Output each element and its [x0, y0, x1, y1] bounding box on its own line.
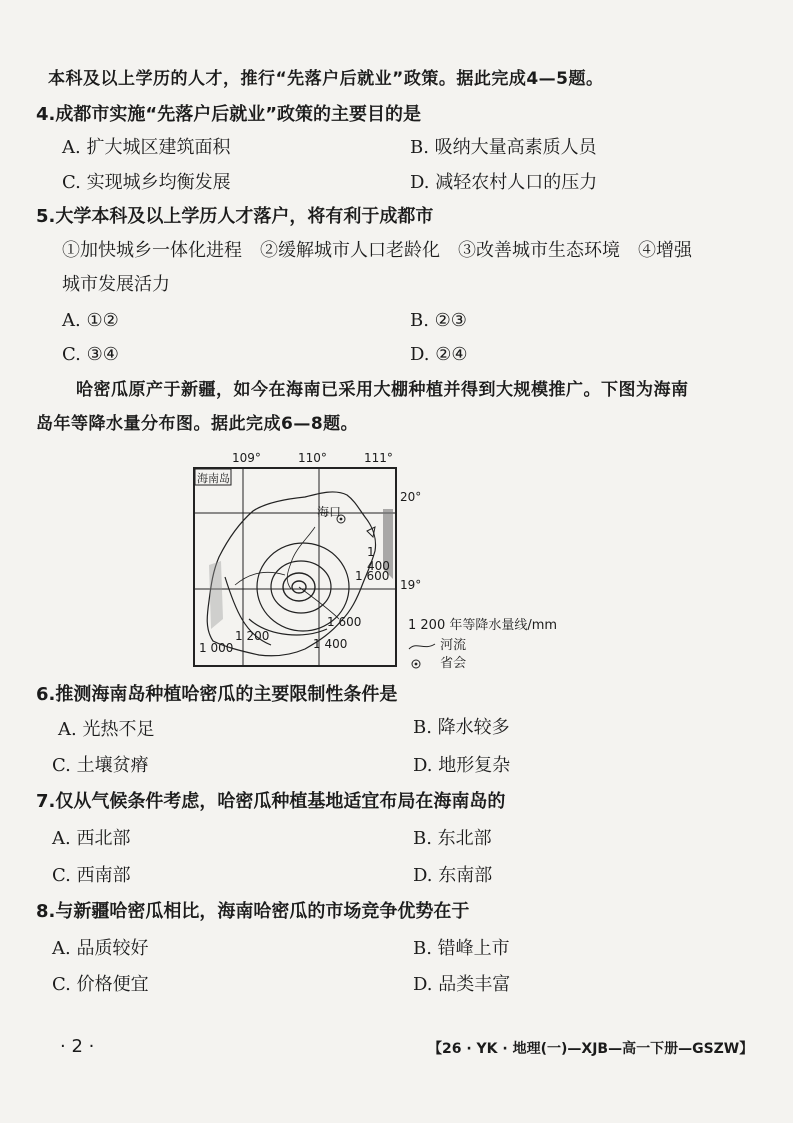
question-5-statements-line2: 城市发展活力	[62, 274, 170, 295]
map-latitude-20: 20°	[400, 490, 422, 504]
isohyet-label: 1 600	[355, 569, 390, 583]
map-title: 海南岛	[197, 472, 230, 485]
intro-text-mid-line2: 岛年等降水量分布图。据此完成6—8题。	[36, 414, 359, 434]
question-5-option-c[interactable]: C. ③④	[62, 344, 119, 365]
capital-symbol-icon	[408, 658, 436, 670]
legend-capital-label: 省会	[440, 656, 467, 671]
question-6-option-a[interactable]: A. 光热不足	[58, 719, 155, 740]
question-5-stem: 5.大学本科及以上学历人才落户，将有利于成都市	[36, 206, 434, 227]
question-7-stem: 7.仅从气候条件考虑，哈密瓜种植基地适宜布局在海南岛的	[36, 791, 506, 812]
legend-isohyet	[408, 614, 557, 633]
question-8-option-a[interactable]: A. 品质较好	[52, 938, 149, 959]
question-4-stem: 4.成都市实施“先落户后就业”政策的主要目的是	[36, 104, 422, 125]
map-longitude-110: 110°	[298, 451, 327, 465]
legend-isohyet-value: 1 200	[408, 618, 446, 633]
map-latitude-19: 19°	[400, 578, 422, 592]
question-6-option-c[interactable]: C. 土壤贫瘠	[52, 755, 149, 776]
question-6-option-d[interactable]: D. 地形复杂	[413, 755, 511, 776]
isohyet-label: 1 400	[313, 637, 348, 651]
question-8-stem: 8.与新疆哈密瓜相比，海南哈密瓜的市场竞争优势在于	[36, 901, 470, 922]
isohyet-label: 1 600	[327, 615, 362, 629]
legend-river-label: 河流	[440, 638, 467, 653]
legend-river	[408, 634, 466, 653]
hainan-precipitation-map	[193, 467, 397, 667]
river-symbol-icon	[408, 641, 436, 651]
question-5-statements-line1: ①加快城乡一体化进程 ②缓解城市人口老龄化 ③改善城市生态环境 ④增强	[62, 240, 692, 261]
question-8-option-c[interactable]: C. 价格便宜	[52, 974, 149, 995]
question-5-option-b[interactable]: B. ②③	[410, 310, 467, 331]
question-4-option-d[interactable]: D. 减轻农村人口的压力	[410, 172, 598, 193]
question-8-option-b[interactable]: B. 错峰上市	[413, 938, 510, 959]
question-6-stem: 6.推测海南岛种植哈密瓜的主要限制性条件是	[36, 684, 398, 705]
question-5-option-d[interactable]: D. ②④	[410, 344, 468, 365]
question-7-option-b[interactable]: B. 东北部	[413, 828, 492, 849]
question-7-option-c[interactable]: C. 西南部	[52, 865, 131, 886]
map-longitude-111: 111°	[364, 451, 393, 465]
question-7-option-d[interactable]: D. 东南部	[413, 865, 493, 886]
legend-capital	[408, 652, 466, 671]
isohyet-label: 1 400	[367, 545, 390, 573]
exam-code: 【26 · YK · 地理(一)—XJB—高一下册—GSZW】	[428, 1041, 754, 1057]
question-4-option-c[interactable]: C. 实现城乡均衡发展	[62, 172, 231, 193]
map-longitude-109: 109°	[232, 451, 261, 465]
map-graphic	[195, 469, 395, 665]
isohyet-label: 1 200	[235, 629, 270, 643]
question-6-option-b[interactable]: B. 降水较多	[413, 717, 510, 738]
question-5-option-a[interactable]: A. ①②	[62, 310, 119, 331]
map-city-label: 海口	[317, 505, 342, 519]
question-8-option-d[interactable]: D. 品类丰富	[413, 974, 511, 995]
question-4-option-a[interactable]: A. 扩大城区建筑面积	[62, 137, 231, 158]
question-4-option-b[interactable]: B. 吸纳大量高素质人员	[410, 137, 597, 158]
isohyet-label: 1 000	[199, 641, 234, 655]
intro-text-top: 本科及以上学历的人才，推行“先落户后就业”政策。据此完成4—5题。	[48, 69, 604, 89]
question-7-option-a[interactable]: A. 西北部	[52, 828, 131, 849]
page-number: · 2 ·	[60, 1036, 95, 1057]
legend-isohyet-label: 年等降水量线/mm	[449, 618, 558, 633]
intro-text-mid-line1: 哈密瓜原产于新疆，如今在海南已采用大棚种植并得到大规模推广。下图为海南	[76, 380, 689, 400]
